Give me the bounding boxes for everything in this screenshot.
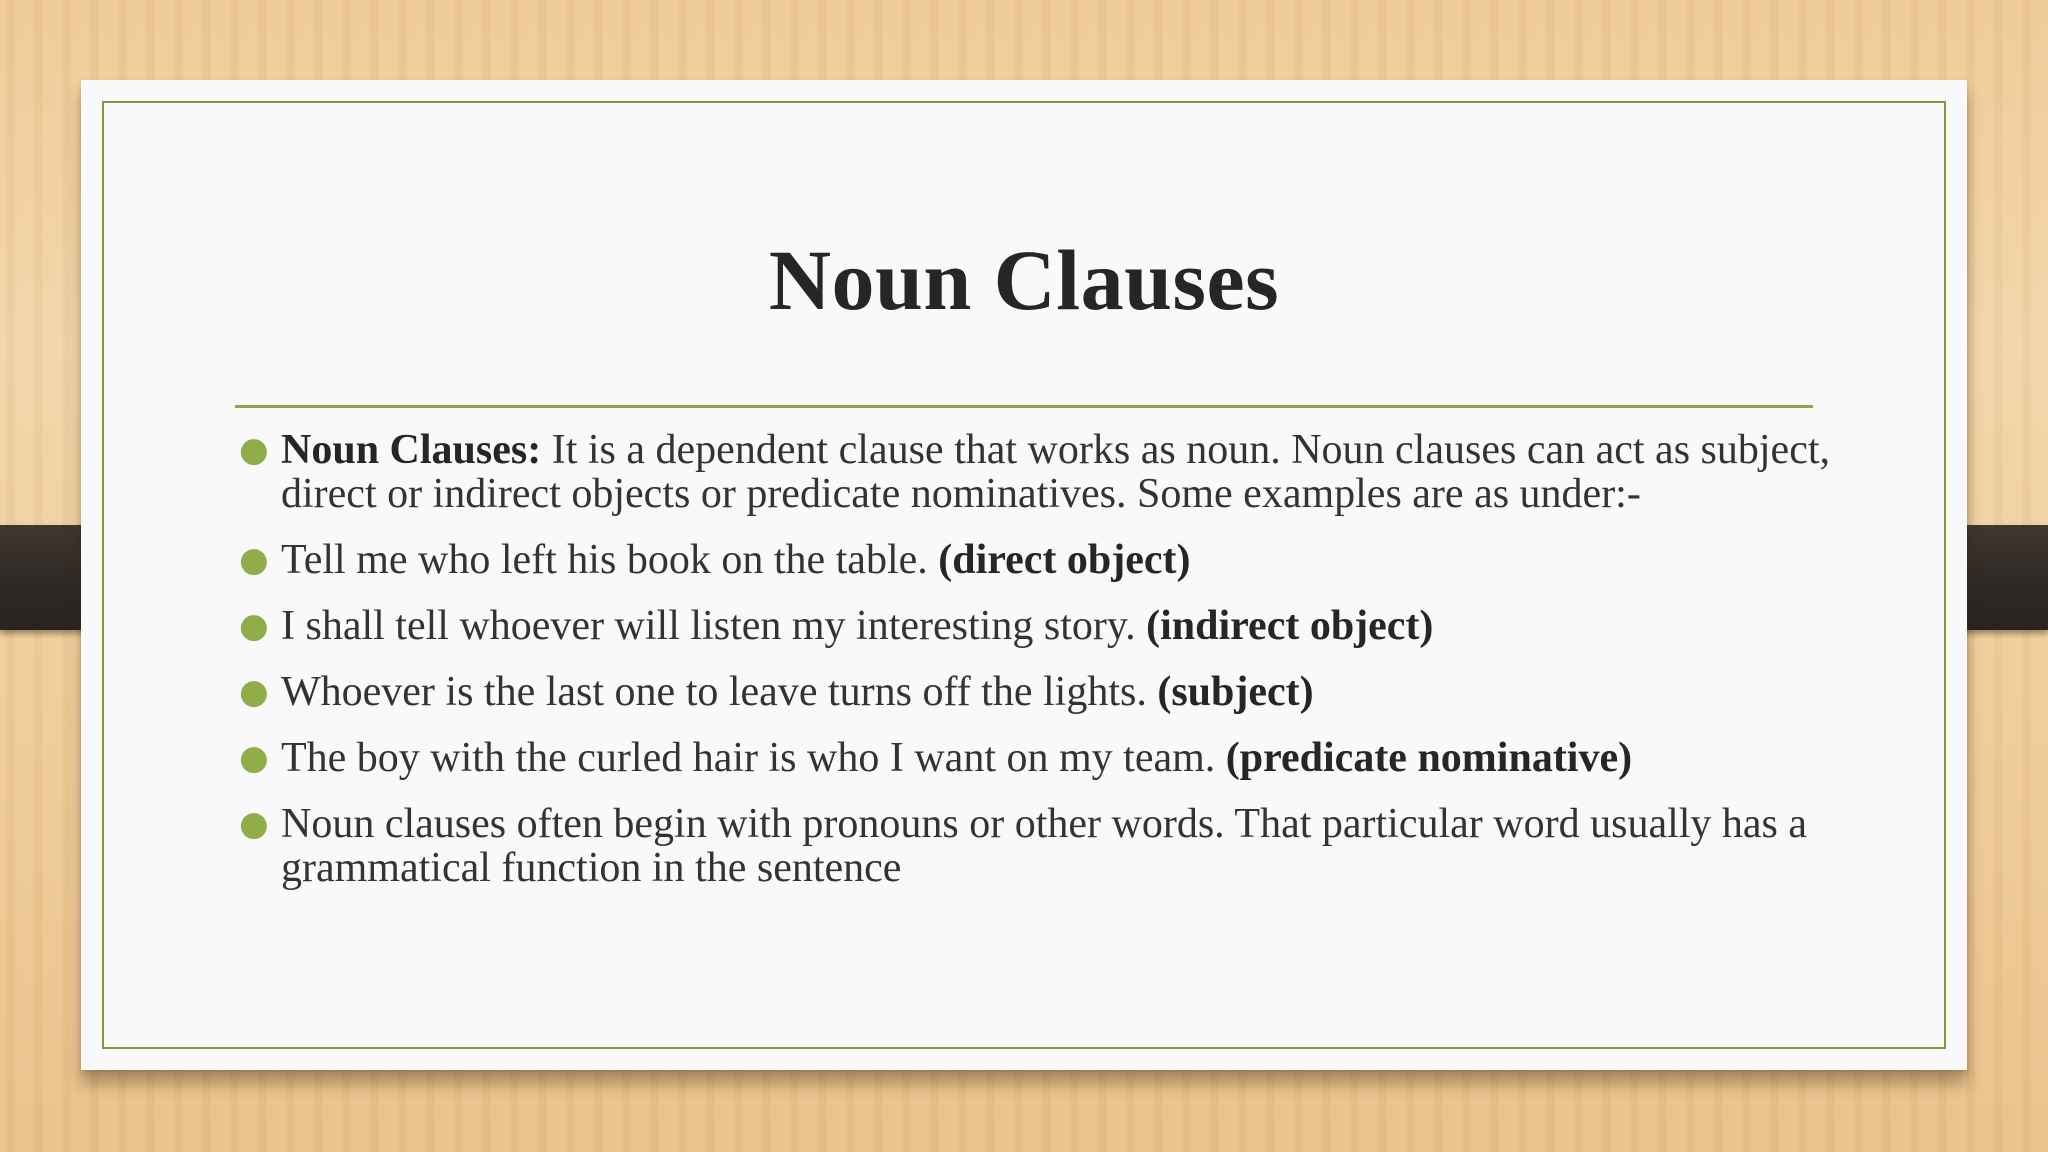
- bullet-dot-icon: ●: [239, 738, 269, 778]
- example-text: The boy with the curled hair is who I want on my team.: [281, 735, 1226, 781]
- bullet-item-direct-object: [239, 537, 1881, 583]
- slide-title: Noun Clauses: [768, 232, 1280, 328]
- definition-term: Noun Clauses:: [281, 427, 542, 473]
- bullet-dot-icon: ●: [239, 540, 269, 580]
- bullet-dot-icon: ●: [239, 606, 269, 646]
- example-role-label: (direct object): [938, 537, 1191, 583]
- bullet-list: [239, 427, 1881, 912]
- example-text: Tell me who left his book on the table.: [281, 537, 939, 583]
- note-text: Noun clauses often begin with pronouns or other words. That particular word usually has a grammatical function in the sentence: [281, 801, 1808, 891]
- bullet-item-predicate-nominative: [239, 735, 1881, 781]
- bullet-dot-icon: ●: [239, 430, 269, 470]
- bullet-item-subject: [239, 669, 1881, 715]
- title-divider: [235, 405, 1813, 408]
- slide: [81, 80, 1967, 1070]
- bullet-item-indirect-object: [239, 603, 1881, 649]
- example-role-label: (predicate nominative): [1225, 735, 1633, 781]
- bullet-item-note: [239, 801, 1881, 891]
- bullet-dot-icon: ●: [239, 672, 269, 712]
- example-role-label: (subject): [1157, 669, 1314, 715]
- bullet-dot-icon: ●: [239, 804, 269, 844]
- definition-text: It is a dependent clause that works as noun. Noun clauses can act as subject, direct or indirect objects or predicate nominatives. Some examples are as under:-: [281, 427, 1831, 517]
- example-role-label: (indirect object): [1146, 603, 1434, 649]
- example-text: I shall tell whoever will listen my interesting story.: [281, 603, 1147, 649]
- bullet-item-definition: [239, 427, 1881, 517]
- example-text: Whoever is the last one to leave turns off the lights.: [281, 669, 1158, 715]
